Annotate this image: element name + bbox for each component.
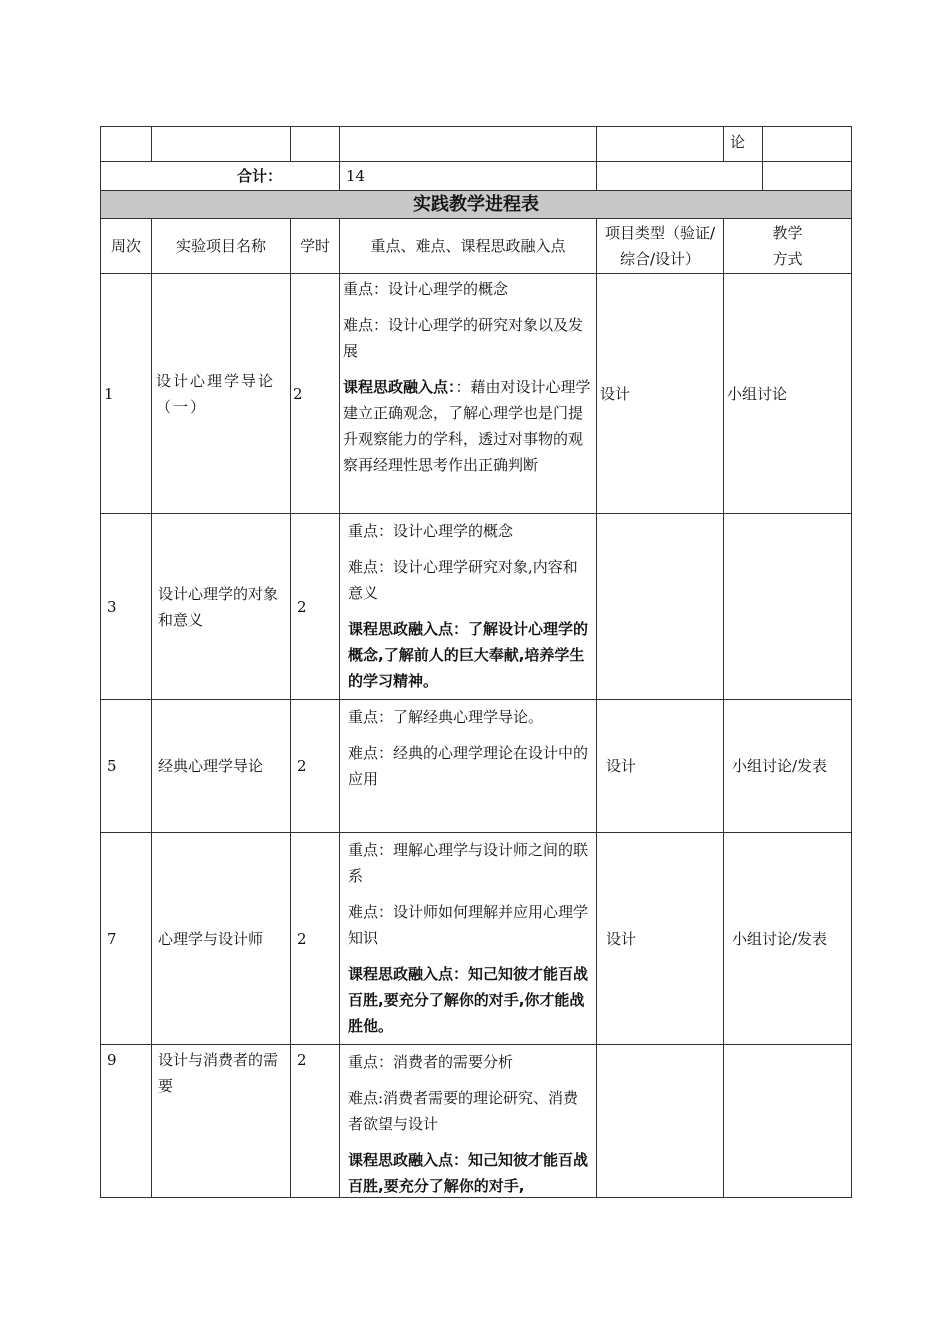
- table-row: [101, 833, 852, 1045]
- row-points: [340, 833, 597, 1045]
- row-week: 1: [101, 274, 152, 514]
- ideological-label: 课程思政融入点：: [348, 1151, 469, 1169]
- row-week: 5: [101, 700, 152, 833]
- row-method: 小组讨论/发表: [724, 833, 852, 1045]
- row-week: 9: [101, 1045, 152, 1198]
- ideological-point: [343, 374, 594, 478]
- header-method-line1: 教学: [772, 224, 803, 242]
- row-hours: 2: [291, 700, 340, 833]
- difficulty-point: 难点：设计心理学研究对象,内容和意义: [348, 558, 578, 602]
- row-week: 7: [101, 833, 152, 1045]
- row-type: [597, 1045, 724, 1198]
- header-method: [724, 219, 852, 274]
- row-points: [340, 1045, 597, 1198]
- ideological-label: 课程思政融入点：: [348, 965, 469, 983]
- header-week: 周次: [101, 219, 152, 274]
- table-row: [101, 514, 852, 700]
- row-name: 设计与消费者的需要: [152, 1045, 291, 1198]
- continuation-row: [101, 127, 852, 162]
- ideological-text: 知己知彼才能百战百胜,要充分了解你的对手,你才能战胜他。: [348, 965, 589, 1035]
- table-row: [101, 1045, 852, 1198]
- difficulty-point: 难点：设计师如何理解并应用心理学知识: [348, 903, 589, 947]
- ideological-point: [348, 616, 592, 694]
- row-method: 小组讨论: [724, 274, 852, 514]
- key-point: 重点：设计心理学的概念: [348, 522, 514, 540]
- header-row: [101, 219, 852, 274]
- row-name: 经典心理学导论: [152, 700, 291, 833]
- ideological-label: 课程思政融入点：: [343, 378, 456, 396]
- header-type-line1: 项目类型（验证/: [604, 224, 716, 242]
- row-hours: 2: [291, 514, 340, 700]
- table-row: [101, 274, 852, 514]
- ideological-label: 课程思政融入点：: [348, 620, 469, 638]
- practice-schedule-table: [100, 126, 852, 1198]
- row-type: 设计: [597, 274, 724, 514]
- header-points: 重点、难点、课程思政融入点: [340, 219, 597, 274]
- row-points: [340, 700, 597, 833]
- header-type-line2: 综合/设计）: [619, 250, 701, 268]
- row-name: 设计心理学的对象和意义: [152, 514, 291, 700]
- difficulty-point: 难点：设计心理学的研究对象以及发展: [343, 316, 584, 360]
- row-method: [724, 1045, 852, 1198]
- row-hours: 2: [291, 833, 340, 1045]
- header-hours: 学时: [291, 219, 340, 274]
- row-type: [597, 514, 724, 700]
- key-point: 重点：消费者的需要分析: [348, 1053, 514, 1071]
- row-method: 小组讨论/发表: [724, 700, 852, 833]
- total-row: [101, 162, 852, 191]
- difficulty-point: 难点：经典的心理学理论在设计中的应用: [348, 744, 589, 788]
- difficulty-point: 难点:消费者需要的理论研究、消费者欲望与设计: [348, 1089, 579, 1133]
- total-label: 合计：: [101, 162, 340, 191]
- key-point: 重点：设计心理学的概念: [343, 280, 509, 298]
- row-name: 心理学与设计师: [152, 833, 291, 1045]
- row-method: [724, 514, 852, 700]
- ideological-text: 了解设计心理学的概念,了解前人的巨大奉献,培养学生的学习精神。: [348, 620, 589, 690]
- row-week: 3: [101, 514, 152, 700]
- row-type: 设计: [597, 700, 724, 833]
- table-row: [101, 700, 852, 833]
- row-points: [340, 514, 597, 700]
- ideological-point: [348, 961, 592, 1039]
- key-point: 重点：了解经典心理学导论。: [348, 708, 544, 726]
- row-points: [340, 274, 597, 514]
- banner-row: [101, 191, 852, 219]
- method-tail: 论: [724, 127, 763, 162]
- total-hours: 14: [340, 162, 597, 191]
- key-point: 重点：理解心理学与设计师之间的联系: [348, 841, 589, 885]
- header-method-line2: 方式: [772, 250, 803, 268]
- header-type: [597, 219, 724, 274]
- ideological-text: 知己知彼才能百战百胜,要充分了解你的对手,: [348, 1151, 589, 1195]
- ideological-text: ：藉由对设计心理学建立正确观念，了解心理学也是门提升观察能力的学科，透过对事物的观察再经理性思考作出正确判断: [343, 378, 591, 474]
- row-type: 设计: [597, 833, 724, 1045]
- row-hours: 2: [291, 1045, 340, 1198]
- row-hours: 2: [291, 274, 340, 514]
- section-title: 实践教学进程表: [101, 191, 852, 219]
- header-name: 实验项目名称: [152, 219, 291, 274]
- row-name: 设计心理学导论（一）: [152, 274, 291, 514]
- ideological-point: [348, 1147, 592, 1197]
